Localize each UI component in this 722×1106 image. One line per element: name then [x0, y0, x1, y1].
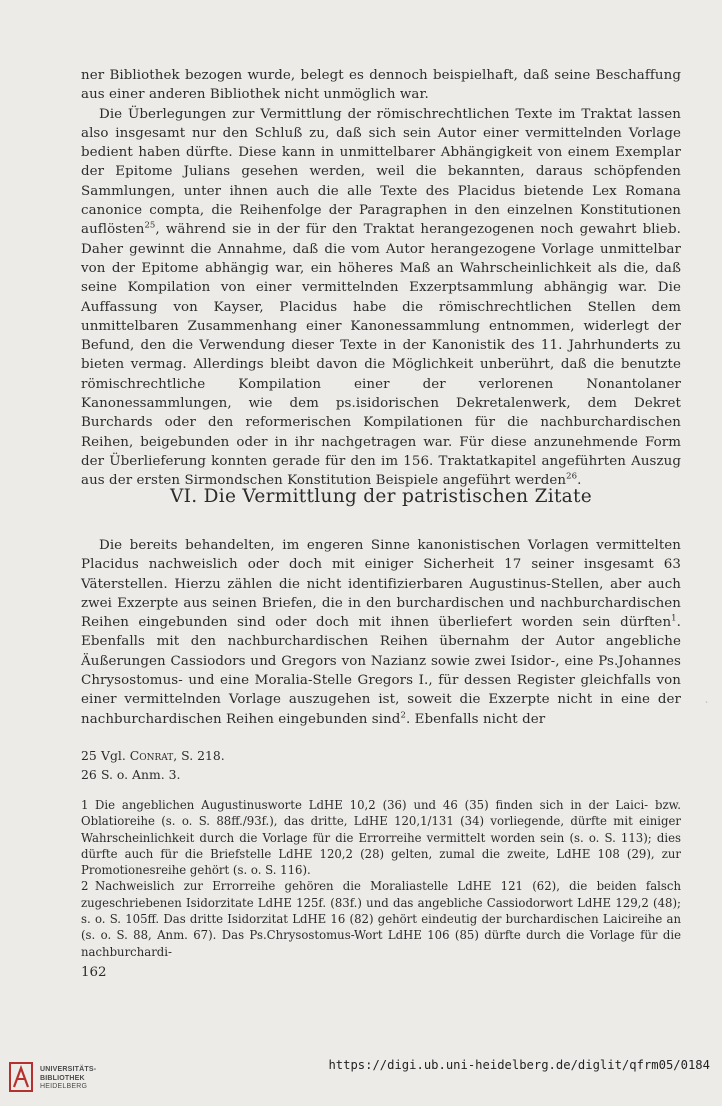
endnote-text-pre: Vgl. [101, 748, 130, 763]
footnote-2 [81, 878, 681, 959]
section-text [81, 536, 681, 729]
page-footnotes [81, 797, 681, 960]
footnote-ref-2[interactable]: 2 [400, 710, 406, 721]
footnote-text: Nachweislich zur Errorreihe gehören die Moraliastelle LdHE 121 (62), die beiden falsch zugeschriebenen Isidorzitate LdHE 125f. (83f.) und das angebliche Cassiodorwort LdHE 129,2 (48); s. o. S. 105ff. Das dritte Isidorzitat LdHE 16 (82) gehört eindeutig der burchardischen Laicireihe an (s. o. S. 88, Anm. 67). Das Ps.Chrysostomus-Wort LdHE 106 (85) dürfte durch die Vorlage für die nachburchardi- [81, 879, 681, 959]
footnote-ref-26[interactable]: 26 [566, 471, 578, 482]
footnote-number: 1 [81, 798, 89, 812]
endnote-26 [81, 765, 681, 784]
endnote-text-post: , S. 218. [173, 748, 225, 763]
endnote-author: Conrat [129, 748, 174, 763]
footer-bar [0, 1048, 722, 1106]
endnote-text [101, 746, 225, 765]
library-name-line-1: UNIVERSITÄTS- [40, 1066, 97, 1073]
footnote-ref-25[interactable]: 25 [144, 220, 156, 231]
library-name-line-2: BIBLIOTHEK [40, 1074, 85, 1082]
footnote-ref-1[interactable]: 1 [671, 613, 677, 624]
endnote-text: S. o. Anm. 3. [101, 767, 181, 782]
library-name-line-3: HEIDELBERG [40, 1083, 88, 1090]
paragraph-2-part-a: Die Überlegungen zur Vermittlung der römischrechtlichen Texte im Traktat lassen also insgesamt nur den Schluß zu, daß sich sein Autor einer vermittelnden Vorlage bedient haben dürfte. Diese kann in unmittelbarer Abhängigkeit von einem Exemplar der Epitome Julians gesehen werden, weil die bekannten, daraus schöpfenden Sammlungen, unter ihnen auch die alle Texte des Placidus bietende Lex Romana canonice compta, die Reihenfolge der Paragraphen in den einzelnen Konstitutionen auflösten [81, 106, 681, 238]
footnote-number: 2 [81, 879, 89, 894]
endnote-number: 25 [81, 748, 97, 763]
paragraph-2-end: . [577, 473, 582, 489]
library-logo-icon[interactable] [9, 1062, 33, 1092]
footnote-text: Die angeblichen Augustinusworte LdHE 10,2 (36) und 46 (35) finden sich in der Laici- bzw. Oblatioreihe (s. o. S. 88ff./93f.), das dritte, LdHE 120,1/131 (34) vorliegende, dürfte mit einiger Wahrscheinlichkeit durch die Vorlage für die Errorreihe vermittelt worden sein (s. o. S. 113); dies dürfte auch für die Briefstelle LdHE 120,2 (28) gelten, zumal die zweite, LdHE 108 (29), zur Promotionesreihe gehört (s. o. S. 116). [81, 798, 681, 878]
paragraph-3-part-a: Die bereits behandelten, im engeren Sinne kanonistischen Vorlagen vermittelten Placidus nachweislich oder doch mit einiger Sicherheit 17 seiner insgesamt 63 Väterstellen. Hierzu zählen die nicht identifizierbaren Augustinus-Stellen, aber auch zwei Exzerpte aus seinen Briefen, die in den burchardischen und nachburchardischen Reihen eingebunden sind oder doch mit ihnen überliefert worden sein dürften [81, 538, 681, 631]
library-name [40, 1066, 96, 1092]
endnote-number: 26 [81, 767, 97, 782]
page-number: 162 [81, 965, 107, 980]
section-heading: VI. Die Vermittlung der patristischen Zitate [169, 486, 592, 507]
footnote-1 [81, 797, 681, 878]
paragraph-3 [81, 536, 681, 729]
paragraph-3-part-c: . Ebenfalls nicht der [405, 711, 546, 727]
main-text [81, 66, 681, 491]
paragraph-1: ner Bibliothek bezogen wurde, belegt es dennoch beispielhaft, daß seine Beschaffung aus einer anderen Bibliothek nicht unmöglich war. [81, 68, 681, 103]
permalink-url[interactable]: https://digi.ub.uni-heidelberg.de/diglit/qfrm05/0184 [328, 1058, 710, 1072]
margin-mark: ˎ [705, 694, 708, 704]
chapter-endnotes [81, 746, 681, 784]
paragraph-2 [81, 105, 681, 491]
paragraph-3-part-b: . Ebenfalls mit den nachburchardischen Reihen übernahm der Autor angebliche Äußerungen Cassiodors und Gregors von Nazianz sowie zwei Isidor-, eine Ps.Johannes Chrysostomus- und eine Moralia-Stelle Gregors I., für dessen Register gleichfalls von einer vermittelnden Vorlage auszugehen ist, soweit die Exzerpte nicht in eine der nachburchardischen Reihen eingebunden sind [81, 615, 681, 727]
paragraph-2-part-b: , während sie in der für den Traktat herangezogenen noch gewahrt blieb. Daher gewinnt die Annahme, daß die vom Autor herangezogene Vorlage unmittelbar von der Epitome abhängig war, ein höheres Maß an Wahrscheinlichkeit als die, daß seine Kompilation von einer vermittelnden Exzerptsammlung abhängig war. Die Auffassung von Kayser, Placidus habe die römischrechtlichen Stellen dem unmittelbaren Zusammenhang einer Kanonessammlung entnommen, widerlegt der Befund, den die Verwendung dieser Texte in der Kanonistik des 11. Jahrhunderts zu bieten vermag. Allerdings bleibt davon die Möglichkeit unberührt, daß die benutzte römischrechtliche Kompilation einer der verlorenen Nonantolaner Kanonessammlungen, wie dem ps.isidorischen Dekretalenwerk, dem Dekret Burchards oder den reformerischen Kompilationen für die nachburchardischen Reihen, beigebunden oder in ihr nachgetragen war. Für diese anzunehmende Form der Überlieferung konnten gerade für den im 156. Traktatkapitel angeführten Auszug aus der ersten Sirmondschen Konstitution Beispiele angeführt werden [81, 222, 681, 489]
endnote-25 [81, 746, 681, 765]
